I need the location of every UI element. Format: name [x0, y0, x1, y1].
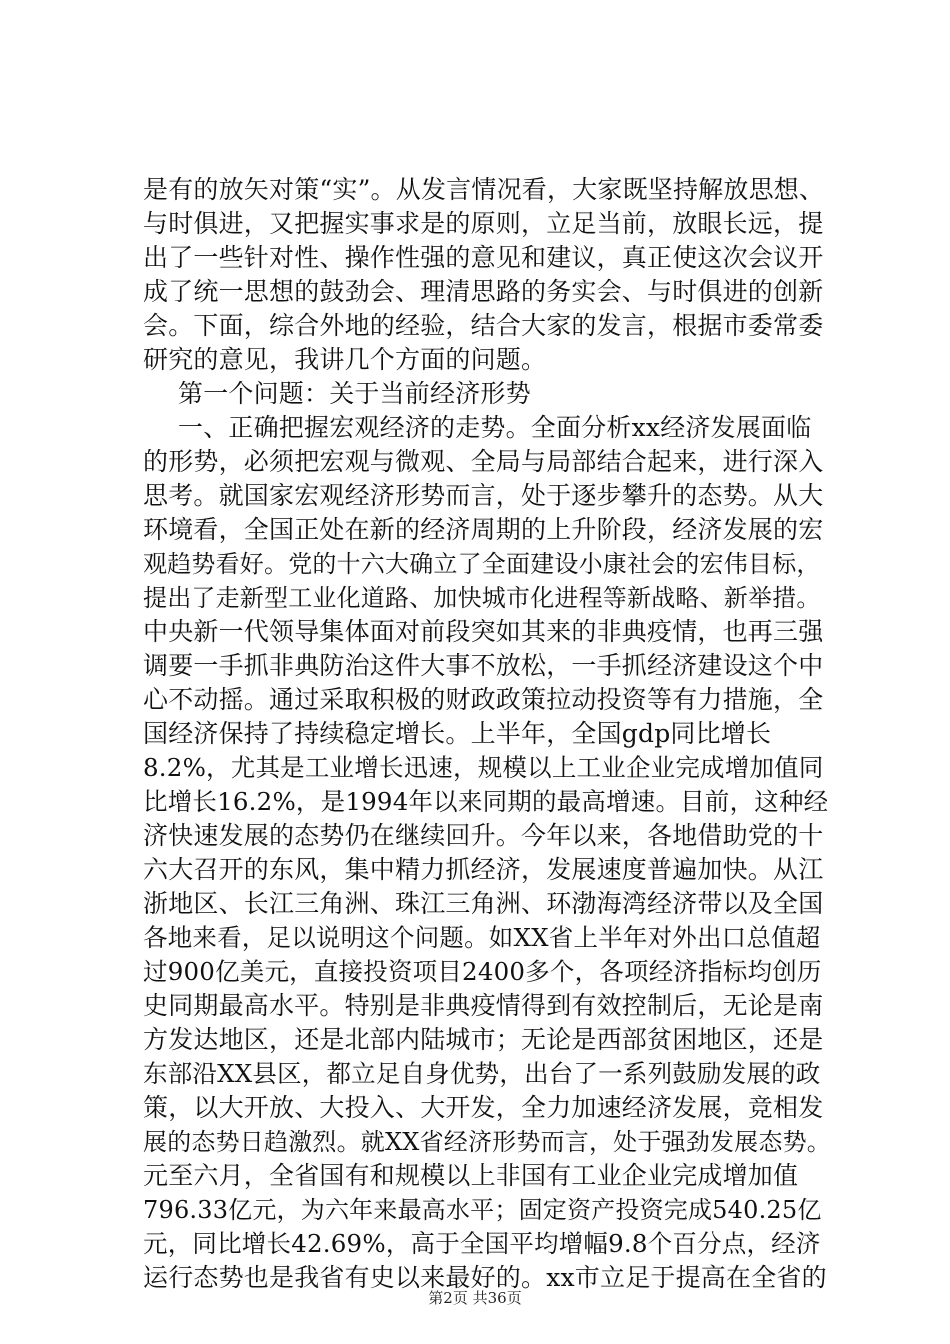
text-line: 调要一手抓非典防治这件大事不放松，一手抓经济建设这个中	[143, 651, 824, 680]
text-line: 出了一些针对性、操作性强的意见和建议，真正使这次会议开	[143, 243, 824, 272]
document-body	[143, 173, 833, 1295]
text-line: 济快速发展的态势仍在继续回升。今年以来，各地借助党的十	[143, 821, 824, 850]
text-line: 东部沿XX县区，都立足自身优势，出台了一系列鼓励发展的政	[143, 1059, 821, 1088]
text-line: 思考。就国家宏观经济形势而言，处于逐步攀升的态势。从大	[143, 481, 824, 510]
text-line: 浙地区、长江三角洲、珠江三角洲、环渤海湾经济带以及全国	[143, 889, 824, 918]
text-line: 8.2%，尤其是工业增长迅速，规模以上工业企业完成增加值同	[143, 753, 824, 782]
text-line: 运行态势也是我省有史以来最好的。xx市立足于提高在全省的	[143, 1263, 827, 1292]
text-line: 各地来看，足以说明这个问题。如XX省上半年对外出口总值超	[143, 923, 821, 952]
page-number-footer: 第2页 共36页	[428, 1289, 522, 1307]
text-line: 展的态势日趋激烈。就XX省经济形势而言，处于强劲发展态势。	[143, 1128, 831, 1156]
text-line: 策，以大开放、大投入、大开发，全力加速经济发展，竞相发	[143, 1093, 824, 1122]
text-line: 环境看，全国正处在新的经济周期的上升阶段，经济发展的宏	[143, 515, 824, 544]
text-line: 研究的意见，我讲几个方面的问题。	[143, 345, 547, 374]
text-line: 提出了走新型工业化道路、加快城市化进程等新战略、新举措。	[143, 584, 821, 612]
text-line: 的形势，必须把宏观与微观、全局与局部结合起来，进行深入	[143, 447, 824, 476]
text-line: 观趋势看好。党的十六大确立了全面建设小康社会的宏伟目标，	[143, 550, 821, 578]
text-line: 方发达地区，还是北部内陆城市；无论是西部贫困地区，还是	[143, 1025, 824, 1054]
text-line: 元至六月，全省国有和规模以上非国有工业企业完成增加值	[143, 1161, 799, 1190]
text-line: 过900亿美元，直接投资项目2400多个，各项经济指标均创历	[143, 957, 822, 986]
text-line: 六大召开的东风，集中精力抓经济，发展速度普遍加快。从江	[143, 855, 824, 884]
paragraph-start-line: 一、正确把握宏观经济的走势。全面分析xx经济发展面临	[178, 413, 812, 442]
text-line: 元，同比增长42.69%，高于全国平均增幅9.8个百分点，经济	[143, 1229, 821, 1258]
text-line: 与时俱进，又把握实事求是的原则，立足当前，放眼长远，提	[143, 209, 824, 238]
text-line: 心不动摇。通过采取积极的财政政策拉动投资等有力措施，全	[143, 685, 824, 714]
text-line: 史同期最高水平。特别是非典疫情得到有效控制后，无论是南	[143, 991, 824, 1020]
text-line: 比增长16.2%，是1994年以来同期的最高增速。目前，这种经	[143, 787, 829, 816]
section-heading: 第一个问题：关于当前经济形势	[178, 379, 531, 408]
text-line: 会。下面，综合外地的经验，结合大家的发言，根据市委常委	[143, 311, 824, 340]
text-line: 796.33亿元，为六年来最高水平；固定资产投资完成540.25亿	[143, 1196, 822, 1224]
text-line: 成了统一思想的鼓劲会、理清思路的务实会、与时俱进的创新	[143, 277, 824, 306]
text-line: 中央新一代领导集体面对前段突如其来的非典疫情，也再三强	[143, 617, 824, 646]
text-line: 是有的放矢对策“实”。从发言情况看，大家既坚持解放思想、	[143, 175, 825, 204]
text-line: 国经济保持了持续稳定增长。上半年，全国gdp同比增长	[143, 719, 772, 748]
